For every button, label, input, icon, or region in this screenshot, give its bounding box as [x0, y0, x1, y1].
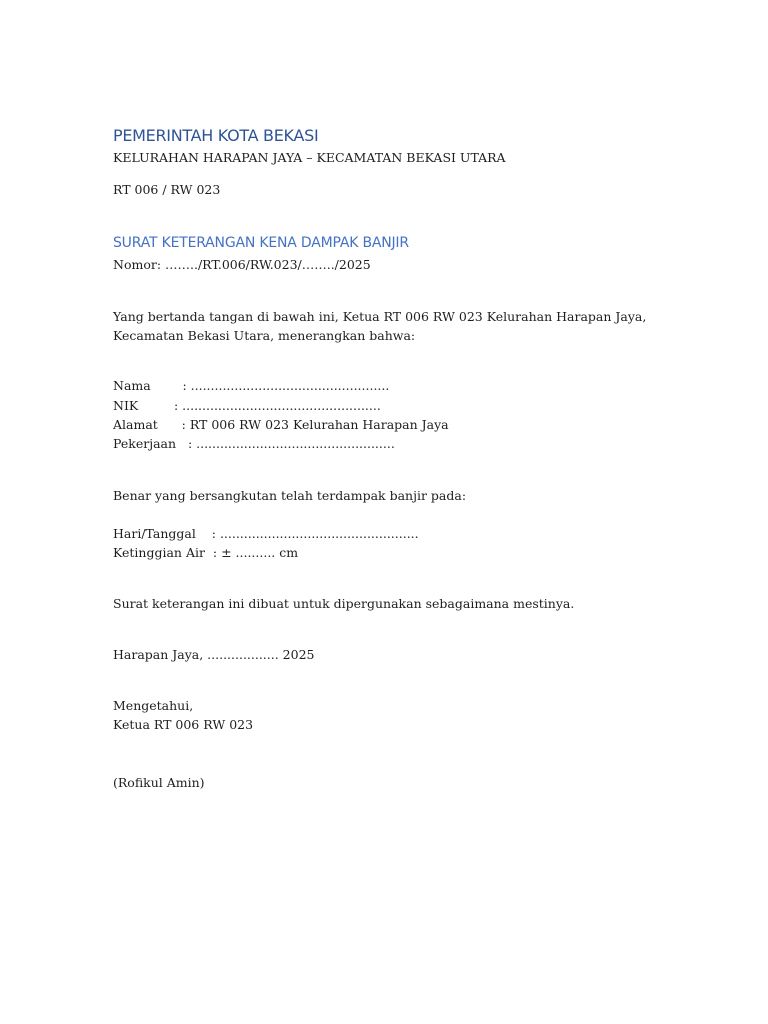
- flood-statement: Benar yang bersangkutan telah terdampak banjir pada:: [113, 488, 467, 503]
- rt-rw-line: RT 006 / RW 023: [113, 182, 221, 197]
- field-pekerjaan: Pekerjaan : ..................................................: [113, 436, 395, 451]
- opening-line-2: Kecamatan Bekasi Utara, menerangkan bahwa:: [113, 328, 416, 343]
- purpose-statement: Surat keterangan ini dibuat untuk dipergunakan sebagaimana mestinya.: [113, 596, 575, 611]
- place-date: Harapan Jaya, .................. 2025: [113, 647, 315, 662]
- field-ketinggian-air: Ketinggian Air : ± .......... cm: [113, 545, 299, 560]
- field-nama: Nama : ..................................................: [113, 378, 390, 393]
- letter-number: Nomor: ……../RT.006/RW.023/……../2025: [113, 257, 371, 272]
- field-hari-tanggal: Hari/Tanggal : ..................................................: [113, 526, 419, 541]
- kelurahan-kecamatan-line: KELURAHAN HARAPAN JAYA – KECAMATAN BEKASI UTARA: [113, 150, 506, 165]
- signer-name: (Rofikul Amin): [113, 775, 205, 790]
- signer-position: Ketua RT 006 RW 023: [113, 717, 254, 732]
- letter-heading: SURAT KETERANGAN KENA DAMPAK BANJIR: [113, 235, 409, 251]
- government-title: PEMERINTAH KOTA BEKASI: [113, 126, 319, 145]
- field-nik: NIK : ..................................................: [113, 398, 381, 413]
- acknowledge-label: Mengetahui,: [113, 698, 194, 713]
- opening-line-1: Yang bertanda tangan di bawah ini, Ketua RT 006 RW 023 Kelurahan Harapan Jaya,: [113, 309, 647, 324]
- field-alamat: Alamat : RT 006 RW 023 Kelurahan Harapan Jaya: [113, 417, 449, 432]
